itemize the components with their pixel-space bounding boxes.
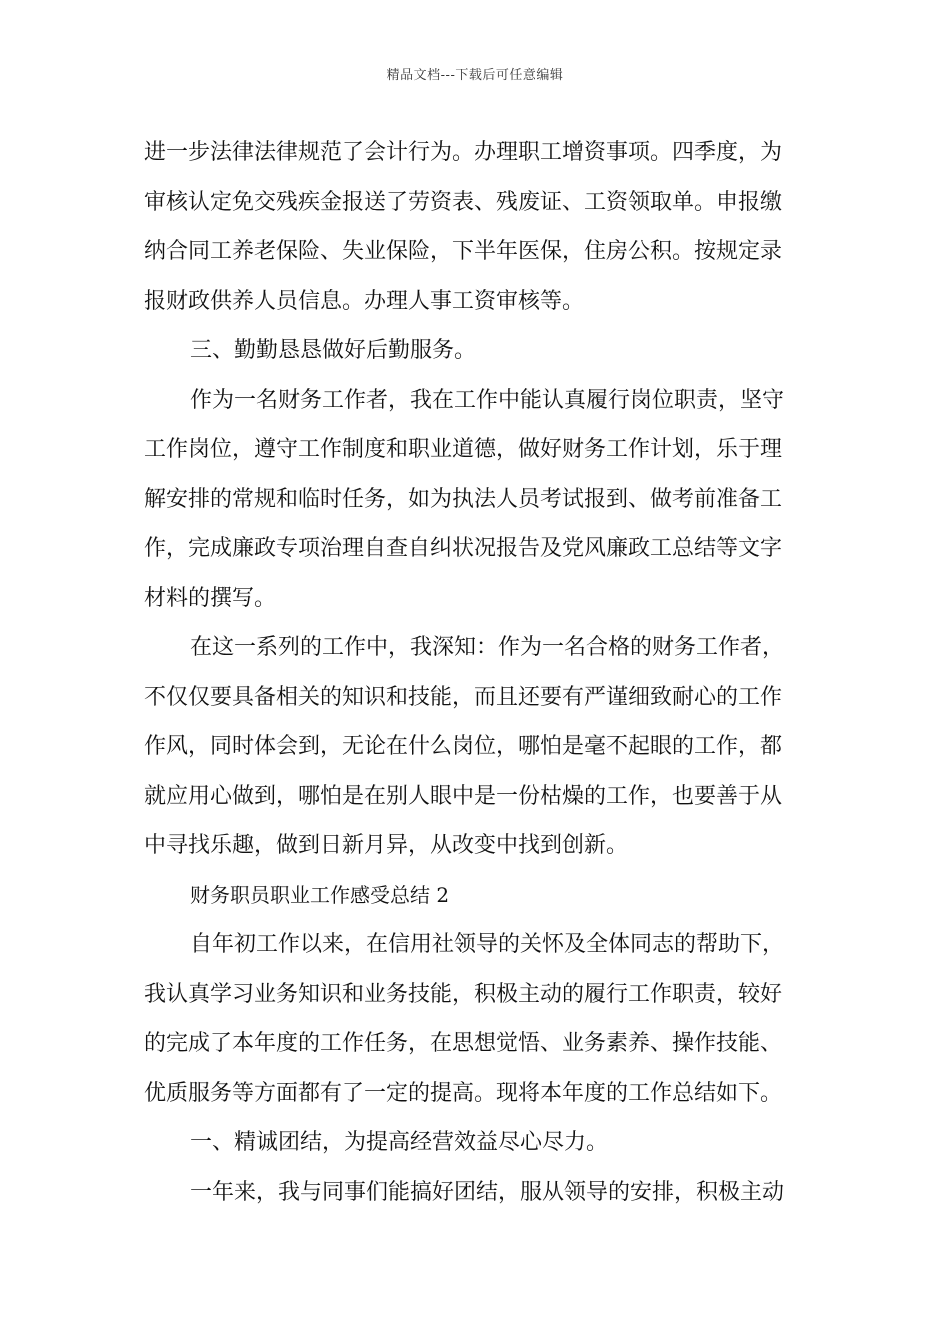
text-line: 中寻找乐趣，做到日新月异，从改变中找到创新。 — [144, 833, 629, 858]
text-line: 自年初工作以来，在信用社领导的关怀及全体同志的帮助下， — [190, 932, 785, 957]
text-line: 作为一名财务工作者，我在工作中能认真履行岗位职责，坚守 — [190, 387, 785, 413]
document-body — [144, 128, 814, 1217]
text-line: 就应用心做到，哪怕是在别人眼中是一份枯燥的工作，也要善于从 — [144, 783, 783, 809]
text-line: 审核认定免交残疾金报送了劳资表、残废证、工资领取单。申报缴 — [144, 189, 783, 215]
text-line: 在这一系列的工作中，我深知：作为一名合格的财务工作者， — [190, 635, 785, 660]
text-line: 作，完成廉政专项治理自查自纠状况报告及党风廉政工总结等文字 — [144, 536, 783, 561]
text-line: 报财政供养人员信息。办理人事工资审核等。 — [144, 288, 585, 314]
text-line: 优质服务等方面都有了一定的提高。现将本年度的工作总结如下。 — [144, 1080, 783, 1106]
text-line: 材料的撰写。 — [144, 585, 277, 611]
text-line: 纳合同工养老保险、失业保险，下半年医保，住房公积。按规定录 — [144, 239, 783, 264]
page-header: 精品文档---下载后可任意编辑 — [386, 68, 564, 83]
text-line: 作风，同时体会到，无论在什么岗位，哪怕是毫不起眼的工作，都 — [144, 734, 783, 759]
text-line: 不仅仅要具备相关的知识和技能，而且还要有严谨细致耐心的工作 — [144, 684, 783, 710]
text-line: 工作岗位，遵守工作制度和职业道德，做好财务工作计划，乐于理 — [144, 437, 783, 462]
text-line: 我认真学习业务知识和业务技能，积极主动的履行工作职责，较好 — [144, 981, 783, 1007]
text-line: 一年来，我与同事们能搞好团结，服从领导的安排，积极主动 — [190, 1179, 785, 1205]
document-subtitle: 财务职员职业工作感受总结 2 — [190, 882, 450, 907]
text-line: 进一步法律法律规范了会计行为。办理职工增资事项。四季度，为 — [144, 140, 783, 165]
text-line: 的完成了本年度的工作任务，在思想觉悟、业务素养、操作技能、 — [144, 1031, 783, 1056]
text-line: 解安排的常规和临时任务，如为执法人员考试报到、做考前准备工 — [144, 486, 783, 512]
section-heading: 三、勤勤恳恳做好后勤服务。 — [190, 338, 477, 363]
section-heading: 一、精诚团结，为提高经营效益尽心尽力。 — [190, 1130, 609, 1155]
